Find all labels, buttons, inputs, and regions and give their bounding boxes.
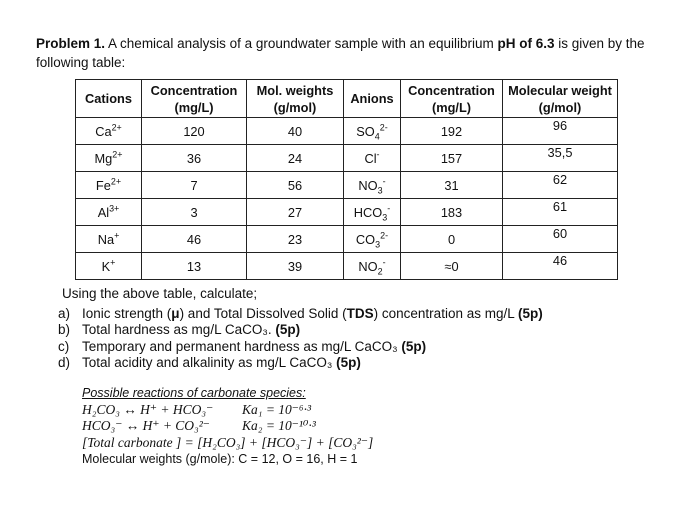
anion-concentration: ≈0 — [401, 253, 503, 280]
cation-charge: + — [110, 257, 116, 268]
anion-cell — [344, 145, 401, 172]
task-text: Total hardness as mg/L CaCO₃. — [82, 322, 276, 337]
anion-subscript: 2 — [377, 266, 383, 277]
equation-2-constant: Ka₂ = 10⁻¹⁰·³ — [242, 418, 316, 433]
reactions-header: Possible reactions of carbonate species: — [82, 386, 306, 400]
ph-value: pH of 6.3 — [497, 36, 555, 51]
anion-subscript: 3 — [377, 185, 383, 196]
task-text: Total acidity and alkalinity as mg/L CaCO₃ — [82, 355, 337, 370]
anion-concentration: 31 — [401, 172, 503, 199]
cation-charge: 2+ — [110, 176, 122, 187]
cation-mol-weight: 39 — [247, 253, 344, 280]
anion-cell — [344, 226, 401, 253]
task-letter: a) — [58, 305, 71, 321]
task-text: Ionic strength ( — [82, 305, 172, 321]
problem-intro — [36, 34, 666, 72]
anion-mol-weight: 35,5 — [503, 145, 618, 172]
task-text: ) concentration as mg/L — [373, 305, 518, 321]
anion-subscript: 4 — [374, 131, 380, 142]
anion-mol-weight: 60 — [503, 226, 618, 253]
anion-symbol: NO — [358, 258, 378, 274]
anion-concentration: 157 — [401, 145, 503, 172]
cation-charge: 3+ — [109, 203, 120, 214]
anion-cell — [344, 118, 401, 145]
cation-mol-weight: 56 — [247, 172, 344, 199]
molecular-weights-note: Molecular weights (g/mole): C = 12, O = 16, H = 1 — [82, 452, 358, 466]
cation-cell — [76, 118, 142, 145]
task-points: (5p) — [401, 338, 427, 354]
cation-concentration: 13 — [142, 253, 247, 280]
col-header: Molecular weight (g/mol) — [503, 80, 618, 118]
cation-mol-weight: 24 — [247, 145, 344, 172]
cation-charge: 2+ — [112, 149, 123, 160]
anion-symbol: HCO — [353, 204, 383, 220]
col-header: Cations — [76, 80, 142, 118]
anion-subscript: 3 — [382, 212, 388, 223]
equation-2-lhs: HCO₃⁻ ↔ H⁺ + CO₃²⁻ — [82, 418, 210, 433]
cation-mol-weight: 40 — [247, 118, 344, 145]
anion-symbol: NO — [358, 177, 378, 193]
task-letter: b) — [58, 322, 71, 337]
anion-charge: 2- — [380, 230, 389, 241]
cation-charge: 2+ — [111, 122, 122, 133]
anion-charge: - — [387, 203, 391, 214]
cation-symbol: Al — [97, 204, 110, 220]
intro-text-1: A chemical analysis of a groundwater sample with an equilibrium — [105, 36, 498, 51]
equation-1-constant: Ka₁ = 10⁻⁶·³ — [242, 401, 312, 417]
anion-cell — [344, 199, 401, 226]
cation-symbol: Ca — [95, 123, 112, 139]
intro-text-2: is given by the following table: — [36, 36, 645, 70]
cation-concentration: 46 — [142, 226, 247, 253]
total-carbonate: [Total carbonate ] = [H₂CO₃] + [HCO₃⁻] + [CO₃²⁻] — [82, 434, 374, 450]
cation-symbol: Mg — [94, 150, 113, 166]
task-item — [58, 338, 662, 356]
anion-charge: 2- — [379, 122, 388, 133]
task-item — [58, 355, 662, 372]
anion-mol-weight: 61 — [503, 199, 618, 226]
cation-cell — [76, 172, 142, 199]
cation-mol-weight: 27 — [247, 199, 344, 226]
anion-subscript: 3 — [375, 239, 381, 250]
equation-1-lhs: H₂CO₃ ↔ H⁺ + HCO₃⁻ — [82, 401, 214, 417]
table-row — [76, 199, 618, 226]
cation-concentration: 36 — [142, 145, 247, 172]
anion-charge: - — [382, 257, 386, 268]
cation-cell — [76, 253, 142, 280]
col-header: Mol. weights (g/mol) — [247, 80, 344, 118]
cation-concentration: 7 — [142, 172, 247, 199]
equation-2 — [82, 418, 582, 435]
cation-concentration: 3 — [142, 199, 247, 226]
anion-mol-weight: 96 — [503, 118, 618, 145]
cation-mol-weight: 23 — [247, 226, 344, 253]
anion-symbol: CO — [355, 231, 376, 247]
table-row — [76, 145, 618, 172]
anion-charge: - — [382, 176, 386, 187]
anion-charge: - — [376, 149, 380, 160]
table-row — [76, 253, 618, 280]
task-text: ) and Total Dissolved Solid ( — [179, 305, 347, 321]
cation-symbol: Na — [97, 231, 115, 247]
anion-symbol: Cl — [364, 150, 377, 166]
task-points: (5p) — [517, 305, 543, 321]
instructions: Using the above table, calculate; — [62, 286, 258, 301]
anion-mol-weight: 46 — [503, 253, 618, 280]
col-header: Anions — [344, 80, 401, 118]
anion-concentration: 183 — [401, 199, 503, 226]
anion-cell — [344, 253, 401, 280]
task-bold: μ — [171, 305, 180, 321]
anion-symbol: SO — [356, 123, 375, 139]
problem-label: Problem 1. — [36, 36, 106, 51]
carbonate-reactions — [82, 385, 582, 468]
anion-cell — [344, 172, 401, 199]
task-points: (5p) — [336, 355, 361, 370]
task-text: Temporary and permanent hardness as mg/L CaCO₃ — [82, 338, 402, 354]
cation-cell — [76, 199, 142, 226]
task-bold: TDS — [346, 305, 374, 321]
analysis-table — [75, 79, 618, 280]
cation-concentration: 120 — [142, 118, 247, 145]
anion-concentration: 0 — [401, 226, 503, 253]
cation-symbol: Fe — [95, 177, 111, 193]
task-letter: c) — [58, 338, 70, 354]
table-header-row — [76, 80, 618, 118]
col-header: Concentration (mg/L) — [401, 80, 503, 118]
table-row — [76, 172, 618, 199]
task-list — [58, 286, 662, 372]
equation-1 — [82, 402, 582, 419]
anion-concentration: 192 — [401, 118, 503, 145]
cation-cell — [76, 145, 142, 172]
task-item — [58, 322, 662, 339]
task-points: (5p) — [275, 322, 301, 337]
table-row — [76, 226, 618, 253]
cation-symbol: K — [101, 258, 111, 274]
table-row — [76, 118, 618, 145]
anion-mol-weight: 62 — [503, 172, 618, 199]
cation-cell — [76, 226, 142, 253]
task-letter: d) — [58, 355, 71, 370]
cation-charge: + — [114, 230, 120, 241]
col-header: Concentration (mg/L) — [142, 80, 247, 118]
task-item — [58, 305, 662, 323]
